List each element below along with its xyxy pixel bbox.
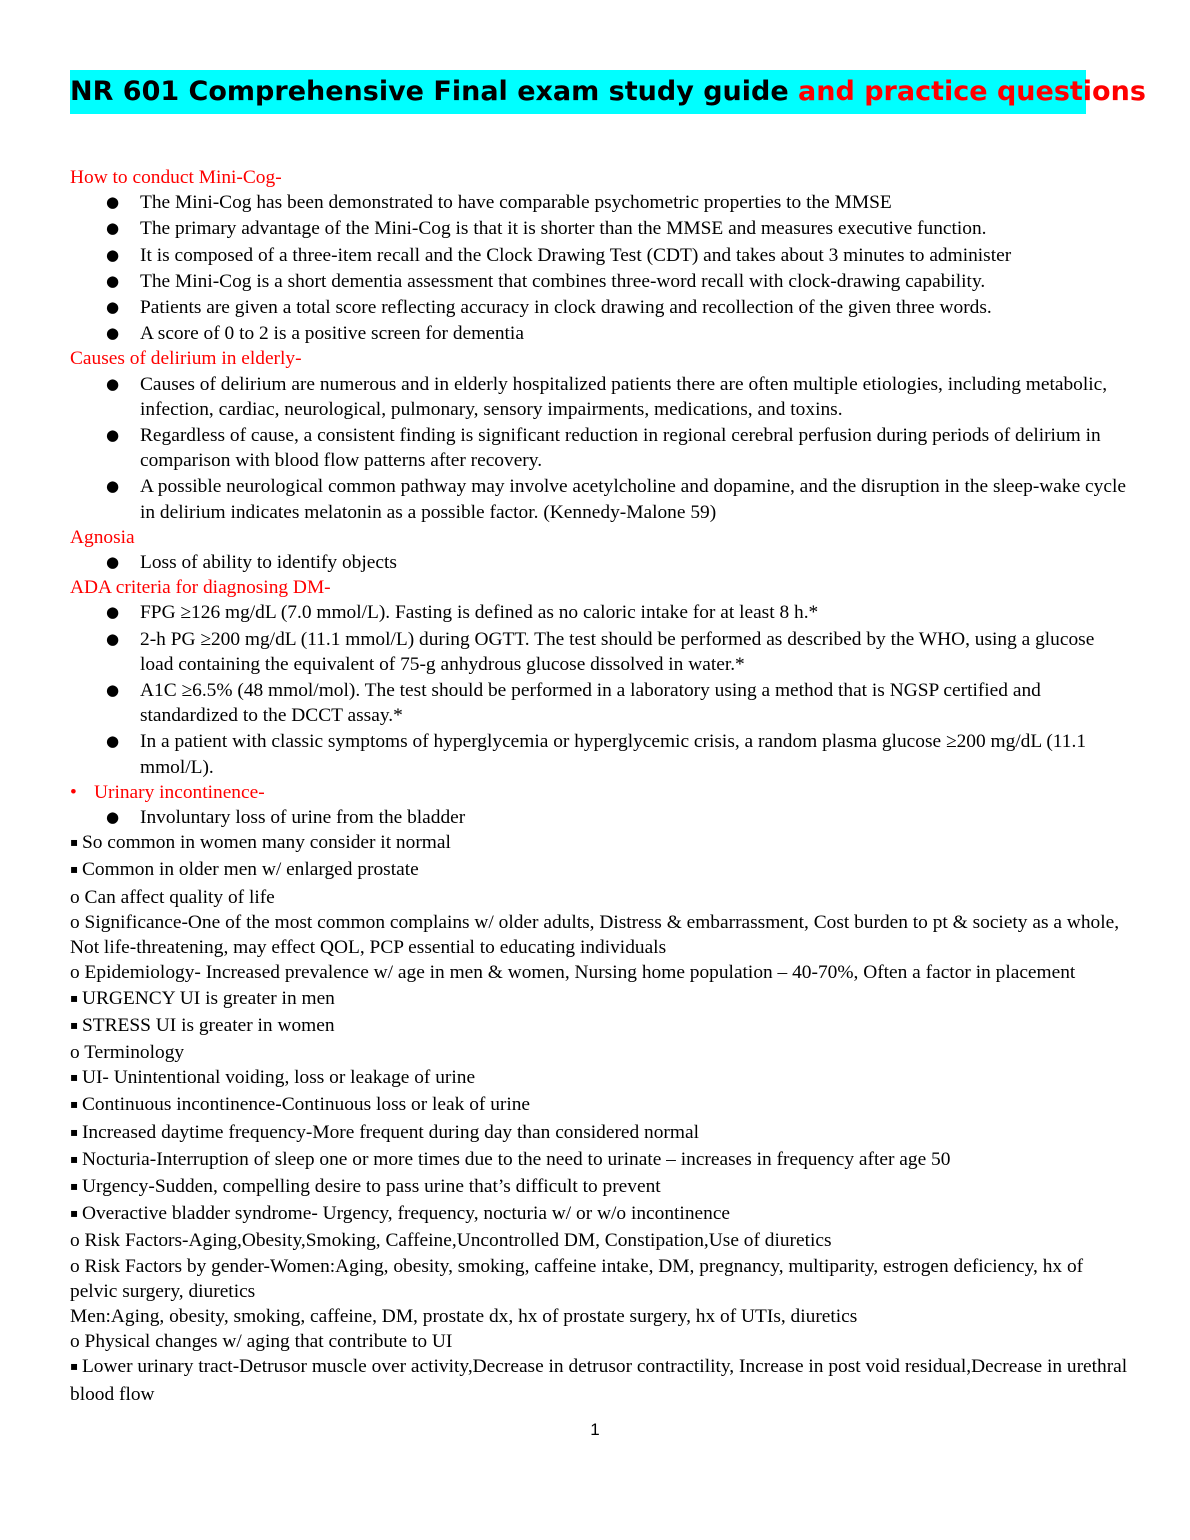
list-item-text: Causes of delirium are numerous and in elderly hospitalized patients there are often multiple etiologies, including metabolic, infection, cardiac, neurological, pulmonary, sensory impairments, medications, and toxins. — [140, 373, 1108, 420]
text-line: o Risk Factors by gender-Women:Aging, obesity, smoking, caffeine intake, DM, pregnancy, multiparity, estrogen deficiency, hx of pelvic surgery, diuretics — [70, 1255, 1084, 1302]
text-line: ▪ STRESS UI is greater in women — [70, 1013, 1130, 1040]
document-title — [70, 70, 1146, 114]
list-item — [70, 190, 1130, 215]
bullet-icon: ● — [106, 426, 120, 445]
list-item-text: 2-h PG ≥200 mg/dL (11.1 mmol/L) during OGTT. The test should be performed as described by the WHO, using a glucose load containing the equivalent of 75-g anhydrous glucose dissolved in water.* — [140, 628, 1095, 675]
bullet-icon: ● — [106, 732, 120, 751]
list-item-text: A score of 0 to 2 is a positive screen for dementia — [140, 323, 524, 345]
title-main-text: NR 601 Comprehensive Final exam study guide — [70, 76, 789, 107]
text-line: ▪ UI- Unintentional voiding, loss or leakage of urine — [70, 1065, 1130, 1092]
text-line: ▪ Urgency-Sudden, compelling desire to pass urine that’s difficult to prevent — [70, 1174, 1130, 1201]
ada-list — [70, 600, 1130, 779]
text-line: ▪ Increased daytime frequency-More frequent during day than considered normal — [70, 1120, 1130, 1147]
list-item — [70, 295, 1130, 320]
list-item — [70, 216, 1130, 241]
text-line: o Risk Factors-Aging,Obesity,Smoking, Caffeine,Uncontrolled DM, Constipation,Use of diuretics — [70, 1230, 832, 1252]
bullet-icon: ● — [106, 374, 120, 393]
section-heading-agnosia: Agnosia — [70, 526, 135, 548]
bullet-icon: ● — [106, 245, 120, 264]
bullet-icon: ● — [106, 477, 120, 496]
list-item — [70, 269, 1130, 294]
list-item — [70, 729, 1130, 779]
agnosia-list — [70, 550, 1130, 575]
list-item-text: Involuntary loss of urine from the bladder — [140, 807, 466, 829]
minicog-list — [70, 190, 1130, 346]
text-line: o Epidemiology- Increased prevalence w/ age in men & women, Nursing home population – 40-70%, Often a factor in placement — [70, 962, 1076, 984]
text-line: o Physical changes w/ aging that contribute to UI — [70, 1331, 453, 1353]
section-heading-delirium: Causes of delirium in elderly- — [70, 348, 302, 370]
list-item — [70, 243, 1130, 268]
bullet-icon: ● — [106, 271, 120, 290]
text-line: ▪ Overactive bladder syndrome- Urgency, frequency, nocturia w/ or w/o incontinence — [70, 1201, 1130, 1228]
heading-bullet-icon: • — [70, 781, 77, 803]
list-item — [70, 423, 1130, 473]
bullet-icon: ● — [106, 629, 120, 648]
section-heading-urinary-incontinence — [70, 780, 1130, 805]
section-heading-text: Urinary incontinence- — [94, 781, 265, 803]
text-line: ▪ So common in women many consider it normal — [70, 830, 1130, 857]
text-line: ▪ Lower urinary tract-Detrusor muscle over activity,Decrease in detrusor contractility, Increase in post void residual,Decrease in urethral blood flow — [70, 1354, 1130, 1406]
text-line: o Significance-One of the most common complains w/ older adults, Distress & embarrassment, Cost burden to pt & society as a whole, Not life-threatening, may effect QOL, PCP essential to educating individuals — [70, 911, 1120, 959]
urinary-incontinence-list — [70, 805, 1130, 830]
list-item-text: A1C ≥6.5% (48 mmol/mol). The test should be performed in a laboratory using a method that is NGSP certified and standardized to the DCCT assay.* — [140, 680, 1041, 727]
list-item-text: A possible neurological common pathway may involve acetylcholine and dopamine, and the disruption in the sleep-wake cycle in delirium indicates melatonin as a possible factor. (Kennedy-Malone 59) — [140, 476, 1126, 523]
bullet-icon: ● — [106, 553, 120, 572]
list-item-text: The primary advantage of the Mini-Cog is that it is shorter than the MMSE and measures executive function. — [140, 218, 987, 240]
text-line: o Can affect quality of life — [70, 886, 275, 908]
text-line: ▪ Continuous incontinence-Continuous loss or leak of urine — [70, 1092, 1130, 1119]
list-item-text: Loss of ability to identify objects — [140, 552, 397, 574]
list-item — [70, 321, 1130, 346]
bullet-icon: ● — [106, 681, 120, 700]
page-number: 1 — [590, 1420, 600, 1439]
document-body — [70, 165, 1130, 1407]
bullet-icon: ● — [106, 298, 120, 317]
list-item-text: The Mini-Cog has been demonstrated to have comparable psychometric properties to the MMSE — [140, 192, 892, 214]
delirium-list — [70, 372, 1130, 525]
list-item-text: Regardless of cause, a consistent finding is significant reduction in regional cerebral perfusion during periods of delirium in comparison with blood flow patterns after recovery. — [140, 425, 1101, 472]
list-item — [70, 474, 1130, 524]
title-highlight-text: and practice questions — [798, 76, 1146, 107]
list-item-text: The Mini-Cog is a short dementia assessment that combines three-word recall with clock-drawing capability. — [140, 270, 986, 292]
section-heading-ada: ADA criteria for diagnosing DM- — [70, 577, 331, 599]
text-line: ▪ Nocturia-Interruption of sleep one or more times due to the need to urinate – increases in frequency after age 50 — [70, 1147, 1130, 1174]
bullet-icon: ● — [106, 219, 120, 238]
list-item — [70, 627, 1130, 677]
list-item-text: Patients are given a total score reflecting accuracy in clock drawing and recollection of the given three words. — [140, 297, 992, 319]
list-item-text: In a patient with classic symptoms of hyperglycemia or hyperglycemic crisis, a random plasma glucose ≥200 mg/dL (11.1 mmol/L). — [140, 731, 1087, 778]
text-line: o Terminology — [70, 1041, 185, 1063]
text-line: ▪ URGENCY UI is greater in men — [70, 986, 1130, 1013]
list-item — [70, 600, 1130, 625]
list-item — [70, 678, 1130, 728]
bullet-icon: ● — [106, 808, 120, 827]
list-item-text: It is composed of a three-item recall and the Clock Drawing Test (CDT) and takes about 3 minutes to administer — [140, 244, 1012, 266]
list-item-text: FPG ≥126 mg/dL (7.0 mmol/L). Fasting is defined as no caloric intake for at least 8 h.* — [140, 602, 819, 624]
bullet-icon: ● — [106, 324, 120, 343]
list-item — [70, 372, 1130, 422]
list-item — [70, 805, 1130, 830]
list-item — [70, 550, 1130, 575]
text-line: Men:Aging, obesity, smoking, caffeine, DM, prostate dx, hx of prostate surgery, hx of UTIs, diuretics — [70, 1305, 858, 1327]
bullet-icon: ● — [106, 193, 120, 212]
bullet-icon: ● — [106, 603, 120, 622]
section-heading-minicog: How to conduct Mini-Cog- — [70, 167, 282, 188]
text-line: ▪ Common in older men w/ enlarged prostate — [70, 857, 1130, 884]
